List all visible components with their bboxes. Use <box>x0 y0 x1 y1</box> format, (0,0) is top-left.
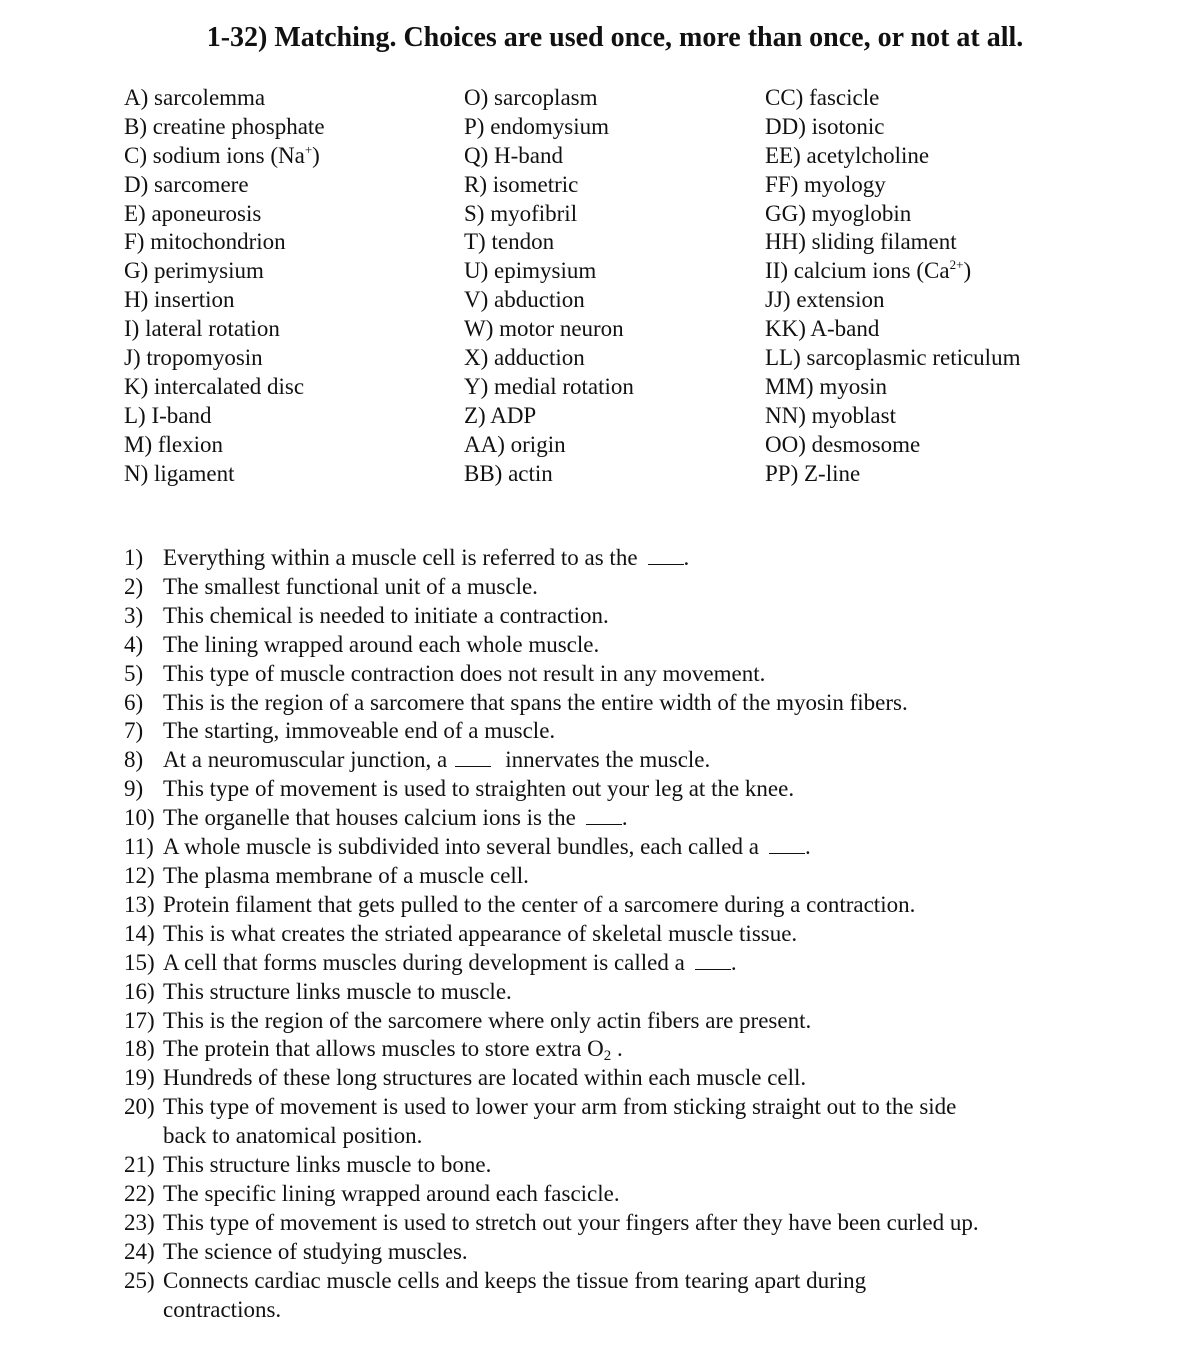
choice-item <box>464 344 634 373</box>
choice-item <box>464 113 634 142</box>
question-end-punct: . <box>683 545 690 570</box>
choice-item <box>464 431 634 460</box>
choice-item <box>124 84 325 113</box>
choice-letter: R) <box>464 171 487 197</box>
choice-text: origin <box>510 431 566 457</box>
choice-letter: GG) <box>765 200 806 226</box>
choice-item <box>124 431 325 460</box>
question-item <box>0 573 1188 602</box>
choice-superscript: + <box>304 141 313 157</box>
choice-letter: PP) <box>765 460 799 486</box>
choice-item <box>464 373 634 402</box>
question-item <box>0 544 1188 573</box>
choice-text: tendon <box>491 229 555 255</box>
question-text: This type of movement is used to stretch out your fingers after they have been curled up. <box>163 1209 979 1235</box>
choice-superscript: 2+ <box>949 257 964 273</box>
choice-text: flexion <box>157 431 224 457</box>
choice-item <box>464 142 634 171</box>
question-item <box>0 717 1188 746</box>
question-number: 18) <box>124 1036 155 1062</box>
choice-text: desmosome <box>811 431 921 457</box>
choice-letter: Z) <box>464 402 486 428</box>
choice-text: calcium ions (Ca <box>793 258 950 284</box>
choice-item <box>464 228 634 257</box>
question-text: This is the region of the sarcomere where only actin fibers are present. <box>163 1007 812 1033</box>
question-number: 12) <box>124 862 155 888</box>
choice-item <box>124 315 325 344</box>
choice-text: Z-line <box>804 460 861 486</box>
choice-letter: J) <box>124 345 141 371</box>
question-number: 11) <box>124 834 154 860</box>
choice-text: sarcoplasmic reticulum <box>806 345 1021 371</box>
choice-item <box>765 228 1020 257</box>
choice-letter: E) <box>124 200 146 226</box>
choice-letter: OO) <box>765 431 806 457</box>
choice-letter: FF) <box>765 171 799 197</box>
choice-letter: LL) <box>765 345 801 371</box>
choice-item <box>464 200 634 229</box>
question-text: Connects cardiac muscle cells and keeps the tissue from tearing apart during <box>163 1267 867 1293</box>
question-text-continued: back to anatomical position. <box>163 1123 423 1149</box>
choice-item <box>464 402 634 431</box>
choice-item <box>124 171 325 200</box>
question-item <box>0 1209 1188 1238</box>
choice-letter: BB) <box>464 460 503 486</box>
answer-blank <box>455 748 491 767</box>
choice-text: myology <box>804 171 886 197</box>
choice-letter: JJ) <box>765 287 791 313</box>
choice-text: creatine phosphate <box>152 113 325 139</box>
question-item <box>0 1064 1188 1093</box>
choice-text: myosin <box>819 373 888 399</box>
choice-text: H-band <box>494 142 564 168</box>
choice-text: ligament <box>154 460 235 486</box>
question-item <box>0 1238 1188 1267</box>
question-text: This is what creates the striated appearance of skeletal muscle tissue. <box>163 920 798 946</box>
question-number: 7) <box>124 718 144 744</box>
choice-text: isotonic <box>811 113 885 139</box>
choice-item <box>124 228 325 257</box>
question-number: 13) <box>124 891 155 917</box>
choice-letter: M) <box>124 431 153 457</box>
choice-letter: S) <box>464 200 485 226</box>
choice-item <box>765 460 1020 489</box>
question-number: 1) <box>124 545 144 570</box>
question-text: This is the region of a sarcomere that spans the entire width of the myosin fibers. <box>163 689 908 715</box>
question-item <box>0 804 1188 833</box>
choice-letter: H) <box>124 287 149 313</box>
choice-item <box>124 200 325 229</box>
choice-item <box>765 402 1020 431</box>
choice-letter: X) <box>464 345 489 371</box>
choice-text: myofibril <box>490 200 578 226</box>
choice-item <box>765 84 1020 113</box>
question-text-after: innervates the muscle. <box>505 747 711 773</box>
page-title: 1-32) Matching. Choices are used once, more than once, or not at all. <box>206 22 1024 53</box>
question-text: At a neuromuscular junction, a <box>163 747 448 773</box>
choice-letter: G) <box>124 258 149 284</box>
question-text: The science of studying muscles. <box>163 1238 468 1264</box>
choice-text: intercalated disc <box>154 373 305 399</box>
question-number: 5) <box>124 660 144 686</box>
choice-item <box>765 286 1020 315</box>
choice-text-after: ) <box>312 142 320 168</box>
question-end-punct: . <box>804 834 811 860</box>
answer-blank <box>648 546 684 565</box>
choice-text: sarcolemma <box>154 85 266 110</box>
choice-text: myoglobin <box>811 200 912 226</box>
question-number: 19) <box>124 1065 155 1091</box>
question-number: 15) <box>124 949 155 975</box>
choice-text: actin <box>508 460 553 486</box>
choice-item <box>765 344 1020 373</box>
question-number: 6) <box>124 689 144 715</box>
choice-letter: EE) <box>765 142 801 168</box>
question-number: 14) <box>124 920 155 946</box>
question-number: 21) <box>124 1152 155 1178</box>
question-text: This type of movement is used to lower your arm from sticking straight out to the side <box>163 1094 957 1120</box>
choice-text: epimysium <box>494 258 597 284</box>
question-text: Everything within a muscle cell is referred to as the <box>163 545 638 570</box>
choice-text: acetylcholine <box>806 142 930 168</box>
choice-text: sarcoplasm <box>494 85 598 110</box>
choice-item <box>124 142 325 171</box>
question-text: The organelle that houses calcium ions is the <box>163 805 576 831</box>
question-text: The smallest functional unit of a muscle. <box>163 573 538 599</box>
question-text: Hundreds of these long structures are located within each muscle cell. <box>163 1065 807 1091</box>
question-number: 25) <box>124 1267 155 1293</box>
question-number: 20) <box>124 1094 155 1120</box>
choice-item <box>765 257 1020 286</box>
choice-letter: L) <box>124 402 146 428</box>
question-item <box>0 1267 1188 1325</box>
question-number: 16) <box>124 978 155 1004</box>
question-number: 3) <box>124 602 144 628</box>
choice-item <box>765 200 1020 229</box>
choice-letter: DD) <box>765 113 806 139</box>
answer-blank <box>586 806 622 825</box>
choice-letter: KK) <box>765 316 806 342</box>
question-number: 8) <box>124 747 144 773</box>
choice-text: endomysium <box>490 113 610 139</box>
choice-text: medial rotation <box>494 373 634 399</box>
question-text: This type of movement is used to straighten out your leg at the knee. <box>163 776 795 802</box>
choice-item <box>464 315 634 344</box>
choice-letter: HH) <box>765 229 806 255</box>
question-item <box>0 746 1188 775</box>
question-item <box>0 1180 1188 1209</box>
choice-item <box>124 286 325 315</box>
question-text: The specific lining wrapped around each fascicle. <box>163 1180 620 1206</box>
choice-item <box>765 142 1020 171</box>
choice-letter: C) <box>124 142 147 168</box>
choice-text: isometric <box>492 171 579 197</box>
question-text: This structure links muscle to bone. <box>163 1152 492 1178</box>
choice-text: motor neuron <box>499 316 624 342</box>
choice-item <box>124 257 325 286</box>
choice-letter: O) <box>464 85 489 110</box>
question-text: A whole muscle is subdivided into several bundles, each called a <box>163 834 759 860</box>
choice-text: extension <box>796 287 885 313</box>
choice-text: abduction <box>494 287 585 313</box>
question-text: This structure links muscle to muscle. <box>163 978 512 1004</box>
choice-item <box>124 344 325 373</box>
choice-letter: B) <box>124 113 147 139</box>
question-item <box>0 862 1188 891</box>
choice-item <box>464 286 634 315</box>
choice-item <box>765 315 1020 344</box>
choice-item <box>124 373 325 402</box>
question-item <box>0 602 1188 631</box>
question-item <box>0 660 1188 689</box>
choice-item <box>464 84 634 113</box>
question-number: 22) <box>124 1180 155 1206</box>
choice-item <box>765 431 1020 460</box>
choice-letter: K) <box>124 373 149 399</box>
choice-letter: T) <box>464 229 486 255</box>
choice-text: A-band <box>810 316 880 342</box>
choice-letter: P) <box>464 113 485 139</box>
choice-text: ADP <box>490 402 537 428</box>
questions-list <box>0 544 1188 1324</box>
choice-text: adduction <box>494 345 585 371</box>
choice-text: lateral rotation <box>145 316 280 342</box>
question-item <box>0 978 1188 1007</box>
choice-text: perimysium <box>154 258 264 284</box>
question-item <box>0 689 1188 718</box>
choice-text: sodium ions (Na <box>152 142 305 168</box>
choice-letter: W) <box>464 316 494 342</box>
question-item <box>0 891 1188 920</box>
choice-letter: F) <box>124 229 145 255</box>
choice-letter: N) <box>124 460 149 486</box>
choices-column-2 <box>464 84 634 488</box>
question-text: Protein filament that gets pulled to the center of a sarcomere during a contraction. <box>163 891 916 917</box>
choice-item <box>765 113 1020 142</box>
choice-letter: Q) <box>464 142 489 168</box>
choice-letter: II) <box>765 258 788 284</box>
choice-letter: D) <box>124 171 149 197</box>
choice-letter: U) <box>464 258 489 284</box>
choice-letter: V) <box>464 287 489 313</box>
choice-text: insertion <box>154 287 235 313</box>
choice-item <box>765 171 1020 200</box>
choice-item <box>124 460 325 489</box>
question-text: The starting, immoveable end of a muscle. <box>163 718 556 744</box>
question-text-after: . <box>611 1036 623 1062</box>
question-number: 2) <box>124 573 144 599</box>
choices-column-1 <box>124 84 325 488</box>
choices-column-3 <box>765 84 1020 488</box>
question-text-continued: contractions. <box>163 1296 282 1322</box>
choice-text: mitochondrion <box>150 229 286 255</box>
question-number: 4) <box>124 631 144 657</box>
question-item <box>0 1151 1188 1180</box>
answer-blank <box>769 835 805 854</box>
question-text: The lining wrapped around each whole muscle. <box>163 631 600 657</box>
choice-letter: A) <box>124 85 149 110</box>
choice-item <box>464 257 634 286</box>
choice-text: sliding filament <box>811 229 957 255</box>
question-item <box>0 920 1188 949</box>
question-number: 10) <box>124 805 155 831</box>
question-item <box>0 1007 1188 1036</box>
question-subscript: 2 <box>603 1048 612 1065</box>
question-end-punct: . <box>730 949 737 975</box>
question-text: A cell that forms muscles during development is called a <box>163 949 685 975</box>
question-item <box>0 1093 1188 1151</box>
choice-item <box>765 373 1020 402</box>
question-item <box>0 833 1188 862</box>
choice-item <box>464 460 634 489</box>
choice-item <box>464 171 634 200</box>
choice-letter: I) <box>124 316 140 342</box>
question-number: 17) <box>124 1007 155 1033</box>
question-text: This chemical is needed to initiate a contraction. <box>163 602 609 628</box>
question-text: The protein that allows muscles to store extra O <box>163 1036 604 1062</box>
choice-letter: Y) <box>464 373 489 399</box>
choice-text: I-band <box>151 402 212 428</box>
question-text: This type of muscle contraction does not result in any movement. <box>163 660 766 686</box>
question-number: 24) <box>124 1238 155 1264</box>
answer-blank <box>695 951 731 970</box>
question-item <box>0 775 1188 804</box>
choice-text: myoblast <box>811 402 896 428</box>
question-end-punct: . <box>621 805 628 831</box>
choice-letter: NN) <box>765 402 806 428</box>
question-number: 23) <box>124 1209 155 1235</box>
choice-item <box>124 113 325 142</box>
choices-list <box>0 84 1188 494</box>
question-item <box>0 631 1188 660</box>
question-text: The plasma membrane of a muscle cell. <box>163 862 529 888</box>
choice-letter: CC) <box>765 85 804 110</box>
question-number: 9) <box>124 776 144 802</box>
question-item <box>0 1035 1188 1064</box>
choice-letter: AA) <box>464 431 505 457</box>
question-item <box>0 949 1188 978</box>
choice-text: tropomyosin <box>146 345 263 371</box>
choice-text: fascicle <box>809 85 880 110</box>
choice-text-after: ) <box>963 258 972 284</box>
choice-letter: MM) <box>765 373 814 399</box>
choice-text: sarcomere <box>154 171 249 197</box>
choice-item <box>124 402 325 431</box>
choice-text: aponeurosis <box>151 200 262 226</box>
